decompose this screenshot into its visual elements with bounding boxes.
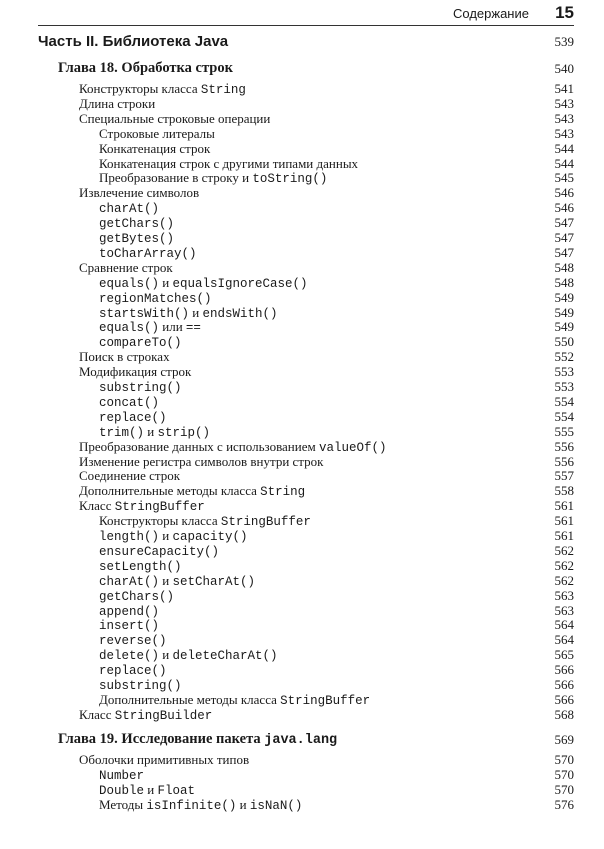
toc-entry[interactable] xyxy=(0,290,604,305)
toc-entry[interactable] xyxy=(0,200,604,215)
toc-entry-title xyxy=(38,34,228,49)
toc-entry[interactable] xyxy=(0,34,604,52)
toc-entry-page: 569 xyxy=(554,732,574,747)
title-text: Преобразование в строку и xyxy=(99,170,253,186)
toc-entry-page: 563 xyxy=(554,602,574,618)
toc-entry[interactable] xyxy=(0,96,604,111)
code-term: concat() xyxy=(99,395,160,410)
toc-entry-page: 549 xyxy=(554,289,574,305)
code-term: Number xyxy=(99,768,145,783)
toc-entry[interactable] xyxy=(0,573,604,588)
toc-entry-title xyxy=(99,156,358,171)
toc-entry-page: 558 xyxy=(554,483,574,499)
toc-entry[interactable] xyxy=(0,230,604,245)
toc-entry[interactable] xyxy=(0,215,604,230)
title-text: Класс xyxy=(79,706,115,722)
title-text: Конструкторы класса xyxy=(79,81,201,96)
toc-entry-page: 556 xyxy=(554,438,574,454)
toc-entry-page: 568 xyxy=(554,706,574,722)
toc-entry[interactable] xyxy=(0,732,604,747)
toc-entry[interactable] xyxy=(0,782,604,797)
toc-entry[interactable] xyxy=(0,617,604,632)
toc-entry[interactable] xyxy=(0,364,604,379)
toc-entry[interactable] xyxy=(0,677,604,692)
toc-entry-page: 557 xyxy=(554,468,574,484)
code-term: == xyxy=(185,321,201,336)
toc-entry[interactable] xyxy=(0,483,604,498)
toc-entry-title xyxy=(99,797,302,814)
title-text: Класс xyxy=(79,498,115,514)
header-rule xyxy=(38,25,574,26)
code-term: substring() xyxy=(99,381,182,395)
toc-entry-page: 547 xyxy=(554,215,574,231)
toc-entry[interactable] xyxy=(0,424,604,439)
title-text: и xyxy=(159,647,173,663)
code-term: getChars() xyxy=(99,589,175,604)
toc-entry-page: 553 xyxy=(554,364,574,380)
toc-entry-page: 554 xyxy=(554,408,574,424)
toc-entry[interactable] xyxy=(0,260,604,275)
toc-entry-page: 544 xyxy=(554,155,574,171)
toc-entry-page: 543 xyxy=(554,125,574,141)
code-term: append() xyxy=(99,604,160,619)
toc-entry-page: 562 xyxy=(554,542,574,558)
toc-entry[interactable] xyxy=(0,305,604,320)
title-text: и xyxy=(189,304,203,320)
toc-entry[interactable] xyxy=(0,61,604,76)
toc-entry[interactable] xyxy=(0,319,604,334)
toc-entry-title xyxy=(79,707,212,724)
code-term: regionMatches() xyxy=(99,291,212,306)
toc-entry-page: 541 xyxy=(554,81,574,96)
code-term: capacity() xyxy=(172,530,248,544)
title-text: Изменение регистра символов внутри строк xyxy=(79,453,324,469)
toc-entry-page: 550 xyxy=(554,334,574,350)
toc-entry-page: 561 xyxy=(554,513,574,529)
toc-entry-page: 565 xyxy=(554,647,574,663)
toc-entry-page: 544 xyxy=(554,140,574,156)
toc-entry-page: 561 xyxy=(554,528,574,543)
toc-entry-page: 547 xyxy=(554,244,574,260)
title-text: Конструкторы класса xyxy=(99,513,221,529)
code-term: trim() xyxy=(99,425,145,440)
toc-entry[interactable] xyxy=(0,632,604,647)
toc-entry-page: 546 xyxy=(554,200,574,216)
toc-entry[interactable] xyxy=(0,245,604,260)
code-term: delete() xyxy=(99,649,160,664)
code-term: StringBuffer xyxy=(220,515,311,530)
code-term: equalsIgnoreCase() xyxy=(172,276,308,291)
toc-entry[interactable] xyxy=(0,647,604,662)
toc-entry-page: 547 xyxy=(554,230,574,245)
title-text: Дополнительные методы класса xyxy=(99,691,281,707)
toc-entry-page: 562 xyxy=(554,557,574,573)
title-text: Дополнительные методы класса xyxy=(79,483,261,499)
code-term: charAt() xyxy=(99,202,160,217)
toc-entry[interactable] xyxy=(0,156,604,171)
toc-entry-page: 539 xyxy=(554,34,574,49)
code-term: setCharAt() xyxy=(172,574,255,589)
toc-entry-page: 555 xyxy=(554,423,574,439)
toc-entry-page: 553 xyxy=(554,379,574,394)
toc-entry-page: 549 xyxy=(554,319,574,335)
code-term: endsWith() xyxy=(202,306,278,321)
code-term: substring() xyxy=(99,679,182,693)
running-header-title: Содержание xyxy=(453,6,529,21)
toc-entry[interactable] xyxy=(0,81,604,96)
toc-entry[interactable] xyxy=(0,513,604,528)
toc-entry-page: 546 xyxy=(554,185,574,201)
toc-entry-page: 576 xyxy=(554,796,574,812)
toc-entry[interactable] xyxy=(0,528,604,543)
toc-entry-title xyxy=(99,126,215,141)
toc-entry[interactable] xyxy=(0,126,604,141)
toc-entry[interactable] xyxy=(0,767,604,782)
toc-entry-title xyxy=(58,61,233,76)
toc-entry-page: 554 xyxy=(554,393,574,409)
toc-entry[interactable] xyxy=(0,498,604,513)
toc-entry-title xyxy=(79,111,270,126)
toc-entry-page: 564 xyxy=(554,632,574,648)
toc-entry-title xyxy=(79,260,173,275)
title-text: Методы xyxy=(99,796,147,812)
code-term: deleteCharAt() xyxy=(172,649,278,664)
code-term: toString() xyxy=(252,172,328,187)
toc-entry[interactable] xyxy=(0,588,604,603)
title-text: или xyxy=(159,319,186,335)
toc-entry[interactable] xyxy=(0,543,604,558)
toc-entry[interactable] xyxy=(0,454,604,469)
toc-entry-title xyxy=(79,364,191,379)
toc-entry-page: 545 xyxy=(554,170,574,186)
code-term: compareTo() xyxy=(99,336,182,351)
code-term: strip() xyxy=(157,425,210,440)
code-term: isInfinite() xyxy=(146,798,237,813)
title-text: Сравнение строк xyxy=(79,259,173,275)
title-text: и xyxy=(159,274,173,290)
toc-entry-page: 543 xyxy=(554,110,574,126)
page-number: 15 xyxy=(555,3,574,22)
toc-entry-page: 562 xyxy=(554,572,574,588)
code-term: Double xyxy=(99,783,145,798)
title-text: и xyxy=(236,796,250,812)
code-term: insert() xyxy=(99,619,160,634)
code-term: StringBuffer xyxy=(280,693,371,708)
toc-entry-page: 540 xyxy=(554,61,574,76)
toc-entry[interactable] xyxy=(0,275,604,290)
code-term: replace() xyxy=(99,410,167,425)
title-text: и xyxy=(159,572,173,588)
title-text: Соединение строк xyxy=(79,468,181,484)
toc-entry-page: 563 xyxy=(554,587,574,603)
toc-entry[interactable] xyxy=(0,692,604,707)
toc-entry[interactable] xyxy=(0,797,604,812)
toc-entry-page: 548 xyxy=(554,274,574,290)
title-text: Специальные строковые операции xyxy=(79,110,271,126)
toc-entry[interactable] xyxy=(0,141,604,156)
toc-entry[interactable] xyxy=(0,185,604,200)
toc-entry-page: 549 xyxy=(554,304,574,320)
toc-entry-page: 556 xyxy=(554,453,574,469)
toc-entry-title xyxy=(79,454,323,469)
title-text: Поиск в строках xyxy=(79,349,170,365)
code-term: StringBuffer xyxy=(114,500,205,515)
code-term: getBytes() xyxy=(99,232,175,246)
toc-entry-page: 566 xyxy=(554,662,574,678)
code-term: valueOf() xyxy=(318,440,387,455)
code-term: isNaN() xyxy=(249,798,303,813)
code-term: String xyxy=(200,83,246,97)
title-text: и xyxy=(159,528,173,543)
toc-entry[interactable] xyxy=(0,394,604,409)
code-term: StringBuilder xyxy=(114,708,213,723)
toc-entry-title xyxy=(79,752,249,767)
toc-entry[interactable] xyxy=(0,379,604,394)
toc-entry-page: 552 xyxy=(554,349,574,365)
toc-entry-title xyxy=(79,96,155,111)
title-text: Глава 18. Обработка строк xyxy=(58,60,233,76)
toc-entry-page: 564 xyxy=(554,617,574,633)
title-text: Конкатенация строк xyxy=(99,140,211,156)
toc-entry[interactable] xyxy=(0,334,604,349)
toc-entry-page: 548 xyxy=(554,259,574,275)
title-text: Извлечение символов xyxy=(79,185,200,201)
toc-entry[interactable] xyxy=(0,603,604,618)
title-text: Строковые литералы xyxy=(99,125,215,141)
code-term: ensureCapacity() xyxy=(99,544,220,559)
toc-entry-page: 561 xyxy=(554,498,574,514)
toc-entry[interactable] xyxy=(0,468,604,483)
code-term: equals() xyxy=(99,321,160,336)
toc-entry[interactable] xyxy=(0,662,604,677)
toc-entry-page: 543 xyxy=(554,95,574,111)
toc-entry[interactable] xyxy=(0,111,604,126)
code-term: toCharArray() xyxy=(99,246,197,261)
toc-entry-title xyxy=(79,468,180,483)
code-term: length() xyxy=(99,530,160,544)
title-text: Модификация строк xyxy=(79,364,192,380)
code-term: String xyxy=(260,485,306,500)
title-text: Часть II. Библиотека Java xyxy=(38,33,229,50)
toc-entry[interactable] xyxy=(0,707,604,722)
code-term: getChars() xyxy=(99,217,175,232)
toc-entry-title xyxy=(79,349,170,364)
code-term: setLength() xyxy=(99,559,182,574)
toc-entry[interactable] xyxy=(0,439,604,454)
title-text: Конкатенация строк с другими типами данных xyxy=(99,155,359,171)
title-text: Оболочки примитивных типов xyxy=(79,752,250,767)
title-text: Длина строки xyxy=(79,95,156,111)
toc-entry[interactable] xyxy=(0,752,604,767)
toc-entry-page: 566 xyxy=(554,677,574,692)
toc-entry-page: 570 xyxy=(554,766,574,782)
title-text: Глава 19. Исследование пакета xyxy=(58,731,265,747)
title-text: Преобразование данных с использованием xyxy=(79,438,319,454)
code-term: charAt() xyxy=(99,574,160,589)
code-term: equals() xyxy=(99,276,160,291)
toc-entry[interactable] xyxy=(0,349,604,364)
toc-entry-page: 570 xyxy=(554,781,574,797)
running-header xyxy=(0,2,604,26)
toc-entry-page: 566 xyxy=(554,691,574,707)
toc-entry[interactable] xyxy=(0,409,604,424)
code-term: startsWith() xyxy=(99,306,190,321)
toc-entry-page: 570 xyxy=(554,752,574,767)
toc-entry-title xyxy=(99,141,210,156)
title-text: и xyxy=(144,423,158,439)
code-term: Float xyxy=(157,783,195,798)
toc-entry-title xyxy=(58,732,337,748)
title-text: и xyxy=(144,781,158,797)
code-term: java.lang xyxy=(264,733,338,748)
code-term: reverse() xyxy=(99,634,167,649)
code-term: replace() xyxy=(99,664,167,679)
toc-entry-title xyxy=(79,185,199,200)
toc-entry[interactable] xyxy=(0,558,604,573)
toc-entry[interactable] xyxy=(0,170,604,185)
